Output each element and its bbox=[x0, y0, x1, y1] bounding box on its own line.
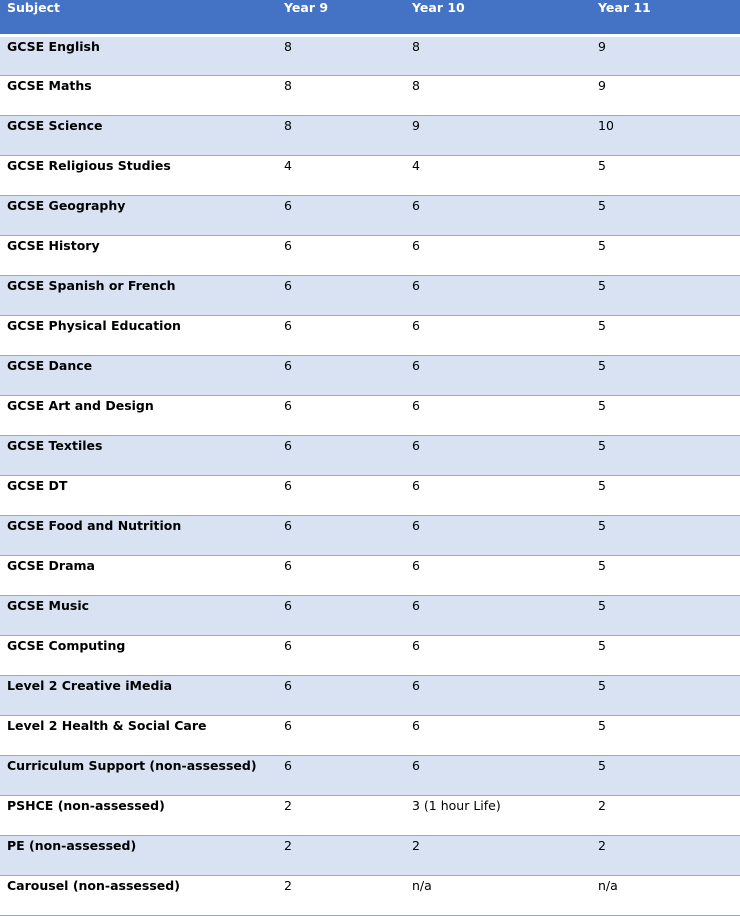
year-10-cell: 8 bbox=[406, 36, 592, 76]
table-row bbox=[0, 516, 740, 556]
table-row bbox=[0, 36, 740, 76]
year-9-cell: 6 bbox=[278, 316, 406, 356]
table-row bbox=[0, 116, 740, 156]
year-10-cell: 8 bbox=[406, 76, 592, 116]
year-9-cell: 2 bbox=[278, 876, 406, 916]
year-10-cell: n/a bbox=[406, 876, 592, 916]
table-body bbox=[0, 36, 740, 916]
year-9-cell: 6 bbox=[278, 476, 406, 516]
table-row bbox=[0, 196, 740, 236]
year-10-cell: 2 bbox=[406, 836, 592, 876]
year-11-cell: 2 bbox=[592, 796, 740, 836]
year-9-cell: 6 bbox=[278, 596, 406, 636]
table-row bbox=[0, 876, 740, 916]
year-10-cell: 6 bbox=[406, 236, 592, 276]
year-10-cell: 3 (1 hour Life) bbox=[406, 796, 592, 836]
year-11-cell: 5 bbox=[592, 676, 740, 716]
year-10-cell: 6 bbox=[406, 516, 592, 556]
year-10-cell: 9 bbox=[406, 116, 592, 156]
year-11-cell: 5 bbox=[592, 596, 740, 636]
year-11-cell: 5 bbox=[592, 276, 740, 316]
subject-cell: GCSE Religious Studies bbox=[0, 156, 278, 196]
year-9-cell: 6 bbox=[278, 516, 406, 556]
table-row bbox=[0, 476, 740, 516]
subject-cell: Curriculum Support (non-assessed) bbox=[0, 756, 278, 796]
subject-cell: GCSE Maths bbox=[0, 76, 278, 116]
header-year-9: Year 9 bbox=[278, 0, 406, 36]
year-11-cell: n/a bbox=[592, 876, 740, 916]
year-11-cell: 5 bbox=[592, 156, 740, 196]
subject-cell: Level 2 Health & Social Care bbox=[0, 716, 278, 756]
subject-cell: GCSE Spanish or French bbox=[0, 276, 278, 316]
header-subject: Subject bbox=[0, 0, 278, 36]
year-9-cell: 6 bbox=[278, 756, 406, 796]
year-11-cell: 5 bbox=[592, 556, 740, 596]
year-11-cell: 5 bbox=[592, 316, 740, 356]
subject-cell: Level 2 Creative iMedia bbox=[0, 676, 278, 716]
year-10-cell: 4 bbox=[406, 156, 592, 196]
subject-cell: GCSE Geography bbox=[0, 196, 278, 236]
year-10-cell: 6 bbox=[406, 756, 592, 796]
subject-cell: GCSE English bbox=[0, 36, 278, 76]
year-11-cell: 5 bbox=[592, 396, 740, 436]
year-11-cell: 5 bbox=[592, 436, 740, 476]
year-9-cell: 4 bbox=[278, 156, 406, 196]
subject-cell: GCSE Food and Nutrition bbox=[0, 516, 278, 556]
year-10-cell: 6 bbox=[406, 356, 592, 396]
year-9-cell: 6 bbox=[278, 396, 406, 436]
subject-cell: PE (non-assessed) bbox=[0, 836, 278, 876]
year-10-cell: 6 bbox=[406, 396, 592, 436]
subject-cell: GCSE Textiles bbox=[0, 436, 278, 476]
subject-cell: GCSE DT bbox=[0, 476, 278, 516]
year-10-cell: 6 bbox=[406, 316, 592, 356]
year-9-cell: 6 bbox=[278, 356, 406, 396]
year-11-cell: 5 bbox=[592, 636, 740, 676]
table-row bbox=[0, 756, 740, 796]
subject-cell: GCSE Music bbox=[0, 596, 278, 636]
year-11-cell: 5 bbox=[592, 476, 740, 516]
year-9-cell: 6 bbox=[278, 236, 406, 276]
subject-cell: GCSE Computing bbox=[0, 636, 278, 676]
table-row bbox=[0, 796, 740, 836]
year-10-cell: 6 bbox=[406, 476, 592, 516]
subject-cell: GCSE History bbox=[0, 236, 278, 276]
year-9-cell: 2 bbox=[278, 796, 406, 836]
subject-cell: Carousel (non-assessed) bbox=[0, 876, 278, 916]
year-11-cell: 5 bbox=[592, 196, 740, 236]
table-row bbox=[0, 316, 740, 356]
year-9-cell: 6 bbox=[278, 436, 406, 476]
year-11-cell: 9 bbox=[592, 76, 740, 116]
table-row bbox=[0, 356, 740, 396]
header-year-10: Year 10 bbox=[406, 0, 592, 36]
year-11-cell: 10 bbox=[592, 116, 740, 156]
table-row bbox=[0, 596, 740, 636]
table-row bbox=[0, 716, 740, 756]
subject-cell: GCSE Dance bbox=[0, 356, 278, 396]
table-row bbox=[0, 436, 740, 476]
subject-cell: GCSE Physical Education bbox=[0, 316, 278, 356]
table-row bbox=[0, 156, 740, 196]
table-row bbox=[0, 76, 740, 116]
year-11-cell: 5 bbox=[592, 716, 740, 756]
year-10-cell: 6 bbox=[406, 276, 592, 316]
table-row bbox=[0, 396, 740, 436]
table-row bbox=[0, 556, 740, 596]
header-row bbox=[0, 0, 740, 36]
year-9-cell: 6 bbox=[278, 276, 406, 316]
subject-cell: GCSE Drama bbox=[0, 556, 278, 596]
year-10-cell: 6 bbox=[406, 716, 592, 756]
year-11-cell: 5 bbox=[592, 516, 740, 556]
subject-cell: GCSE Science bbox=[0, 116, 278, 156]
table-header bbox=[0, 0, 740, 36]
year-11-cell: 5 bbox=[592, 356, 740, 396]
year-9-cell: 6 bbox=[278, 676, 406, 716]
year-11-cell: 9 bbox=[592, 36, 740, 76]
year-10-cell: 6 bbox=[406, 556, 592, 596]
header-year-11: Year 11 bbox=[592, 0, 740, 36]
year-11-cell: 5 bbox=[592, 756, 740, 796]
year-9-cell: 6 bbox=[278, 556, 406, 596]
year-11-cell: 5 bbox=[592, 236, 740, 276]
year-10-cell: 6 bbox=[406, 436, 592, 476]
year-9-cell: 6 bbox=[278, 196, 406, 236]
year-10-cell: 6 bbox=[406, 636, 592, 676]
year-9-cell: 6 bbox=[278, 716, 406, 756]
table-row bbox=[0, 676, 740, 716]
subject-cell: GCSE Art and Design bbox=[0, 396, 278, 436]
year-9-cell: 8 bbox=[278, 36, 406, 76]
table-row bbox=[0, 836, 740, 876]
year-9-cell: 2 bbox=[278, 836, 406, 876]
table-row bbox=[0, 276, 740, 316]
table-row bbox=[0, 636, 740, 676]
table-row bbox=[0, 236, 740, 276]
year-9-cell: 8 bbox=[278, 116, 406, 156]
year-10-cell: 6 bbox=[406, 676, 592, 716]
subject-cell: PSHCE (non-assessed) bbox=[0, 796, 278, 836]
year-9-cell: 8 bbox=[278, 76, 406, 116]
year-10-cell: 6 bbox=[406, 196, 592, 236]
year-9-cell: 6 bbox=[278, 636, 406, 676]
year-11-cell: 2 bbox=[592, 836, 740, 876]
year-10-cell: 6 bbox=[406, 596, 592, 636]
